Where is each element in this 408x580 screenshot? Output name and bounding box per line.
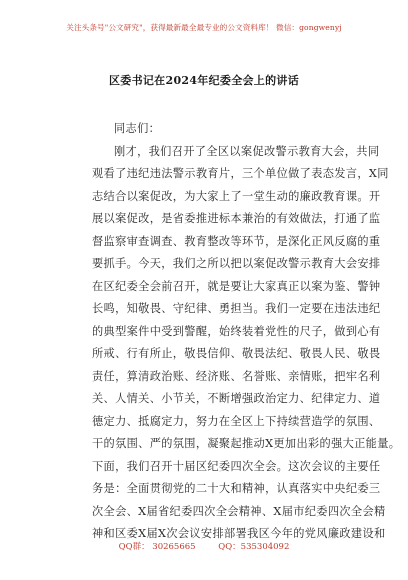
- body-line: 志结合以案促改，为大家上了一堂生动的廉政教育课。开: [92, 189, 381, 203]
- document-body: [92, 118, 401, 546]
- body-line: 在区纪委全会前召开，就是要让大家真正以案为鉴、警钟: [92, 279, 381, 293]
- body-line: 展以案促改，是省委推进标本兼治的有效做法，打通了监: [92, 212, 381, 225]
- body-line: 神和区委X届X次会议安排部署我区今年的党风廉政建设和: [92, 527, 386, 540]
- body-line: 的典型案件中受到警醒，始终装着党性的尺子，做到心有: [92, 324, 381, 338]
- document-title: 区委书记在2024年纪委全会上的讲话: [108, 74, 299, 87]
- body-line: 所戒、行有所止，敬畏信仰、敬畏法纪、敬畏人民、敬畏: [92, 347, 381, 360]
- qq-group-number: QQ群： 30265665: [118, 542, 196, 552]
- body-line: 刚才，我们召开了全区以案促改警示教育大会，共同: [114, 144, 380, 158]
- body-line: 关、人情关、小节关，不断增强政治定力、纪律定力、道: [92, 392, 381, 405]
- body-line: 务是：全面贯彻党的二十大和精神，认真落实中央纪委三: [92, 482, 381, 495]
- body-line: 要抓手。今天，我们之所以把以案促改警示教育大会安排: [92, 257, 381, 270]
- body-line: 干的氛围、严的氛围，凝聚起推动X更加出彩的强大正能量。: [92, 437, 401, 450]
- footer-contact: [0, 540, 408, 552]
- body-line: 责任，算清政治账、经济账、名誉账、亲情账，把牢名利: [92, 369, 381, 383]
- body-line: 长鸣，知敬畏、守纪律、勇担当。我们一定要在违法违纪: [92, 302, 381, 315]
- body-line: 下面，我们召开十届区纪委四次全会。这次会议的主要任: [92, 459, 381, 473]
- salutation-line: 同志们：: [114, 122, 161, 135]
- body-line: 观看了违纪违法警示教育片，三个单位做了表态发言，X同: [92, 167, 389, 180]
- body-line: 次全会、X届省纪委四次全会精神、X届市纪委四次全会精: [92, 504, 386, 518]
- qq-number: QQ：535304092: [218, 542, 290, 552]
- body-line: 督监察审查调查、教育整改等环节，是深化正风反腐的重: [92, 234, 381, 248]
- header-promo-note: 关注头条号"公文研究"，获得最新最全最专业的公文资料库！ 微信：gongwenyj: [66, 23, 342, 32]
- body-line: 德定力、抵腐定力，努力在全区上下持续营造学的氛围、: [92, 414, 381, 428]
